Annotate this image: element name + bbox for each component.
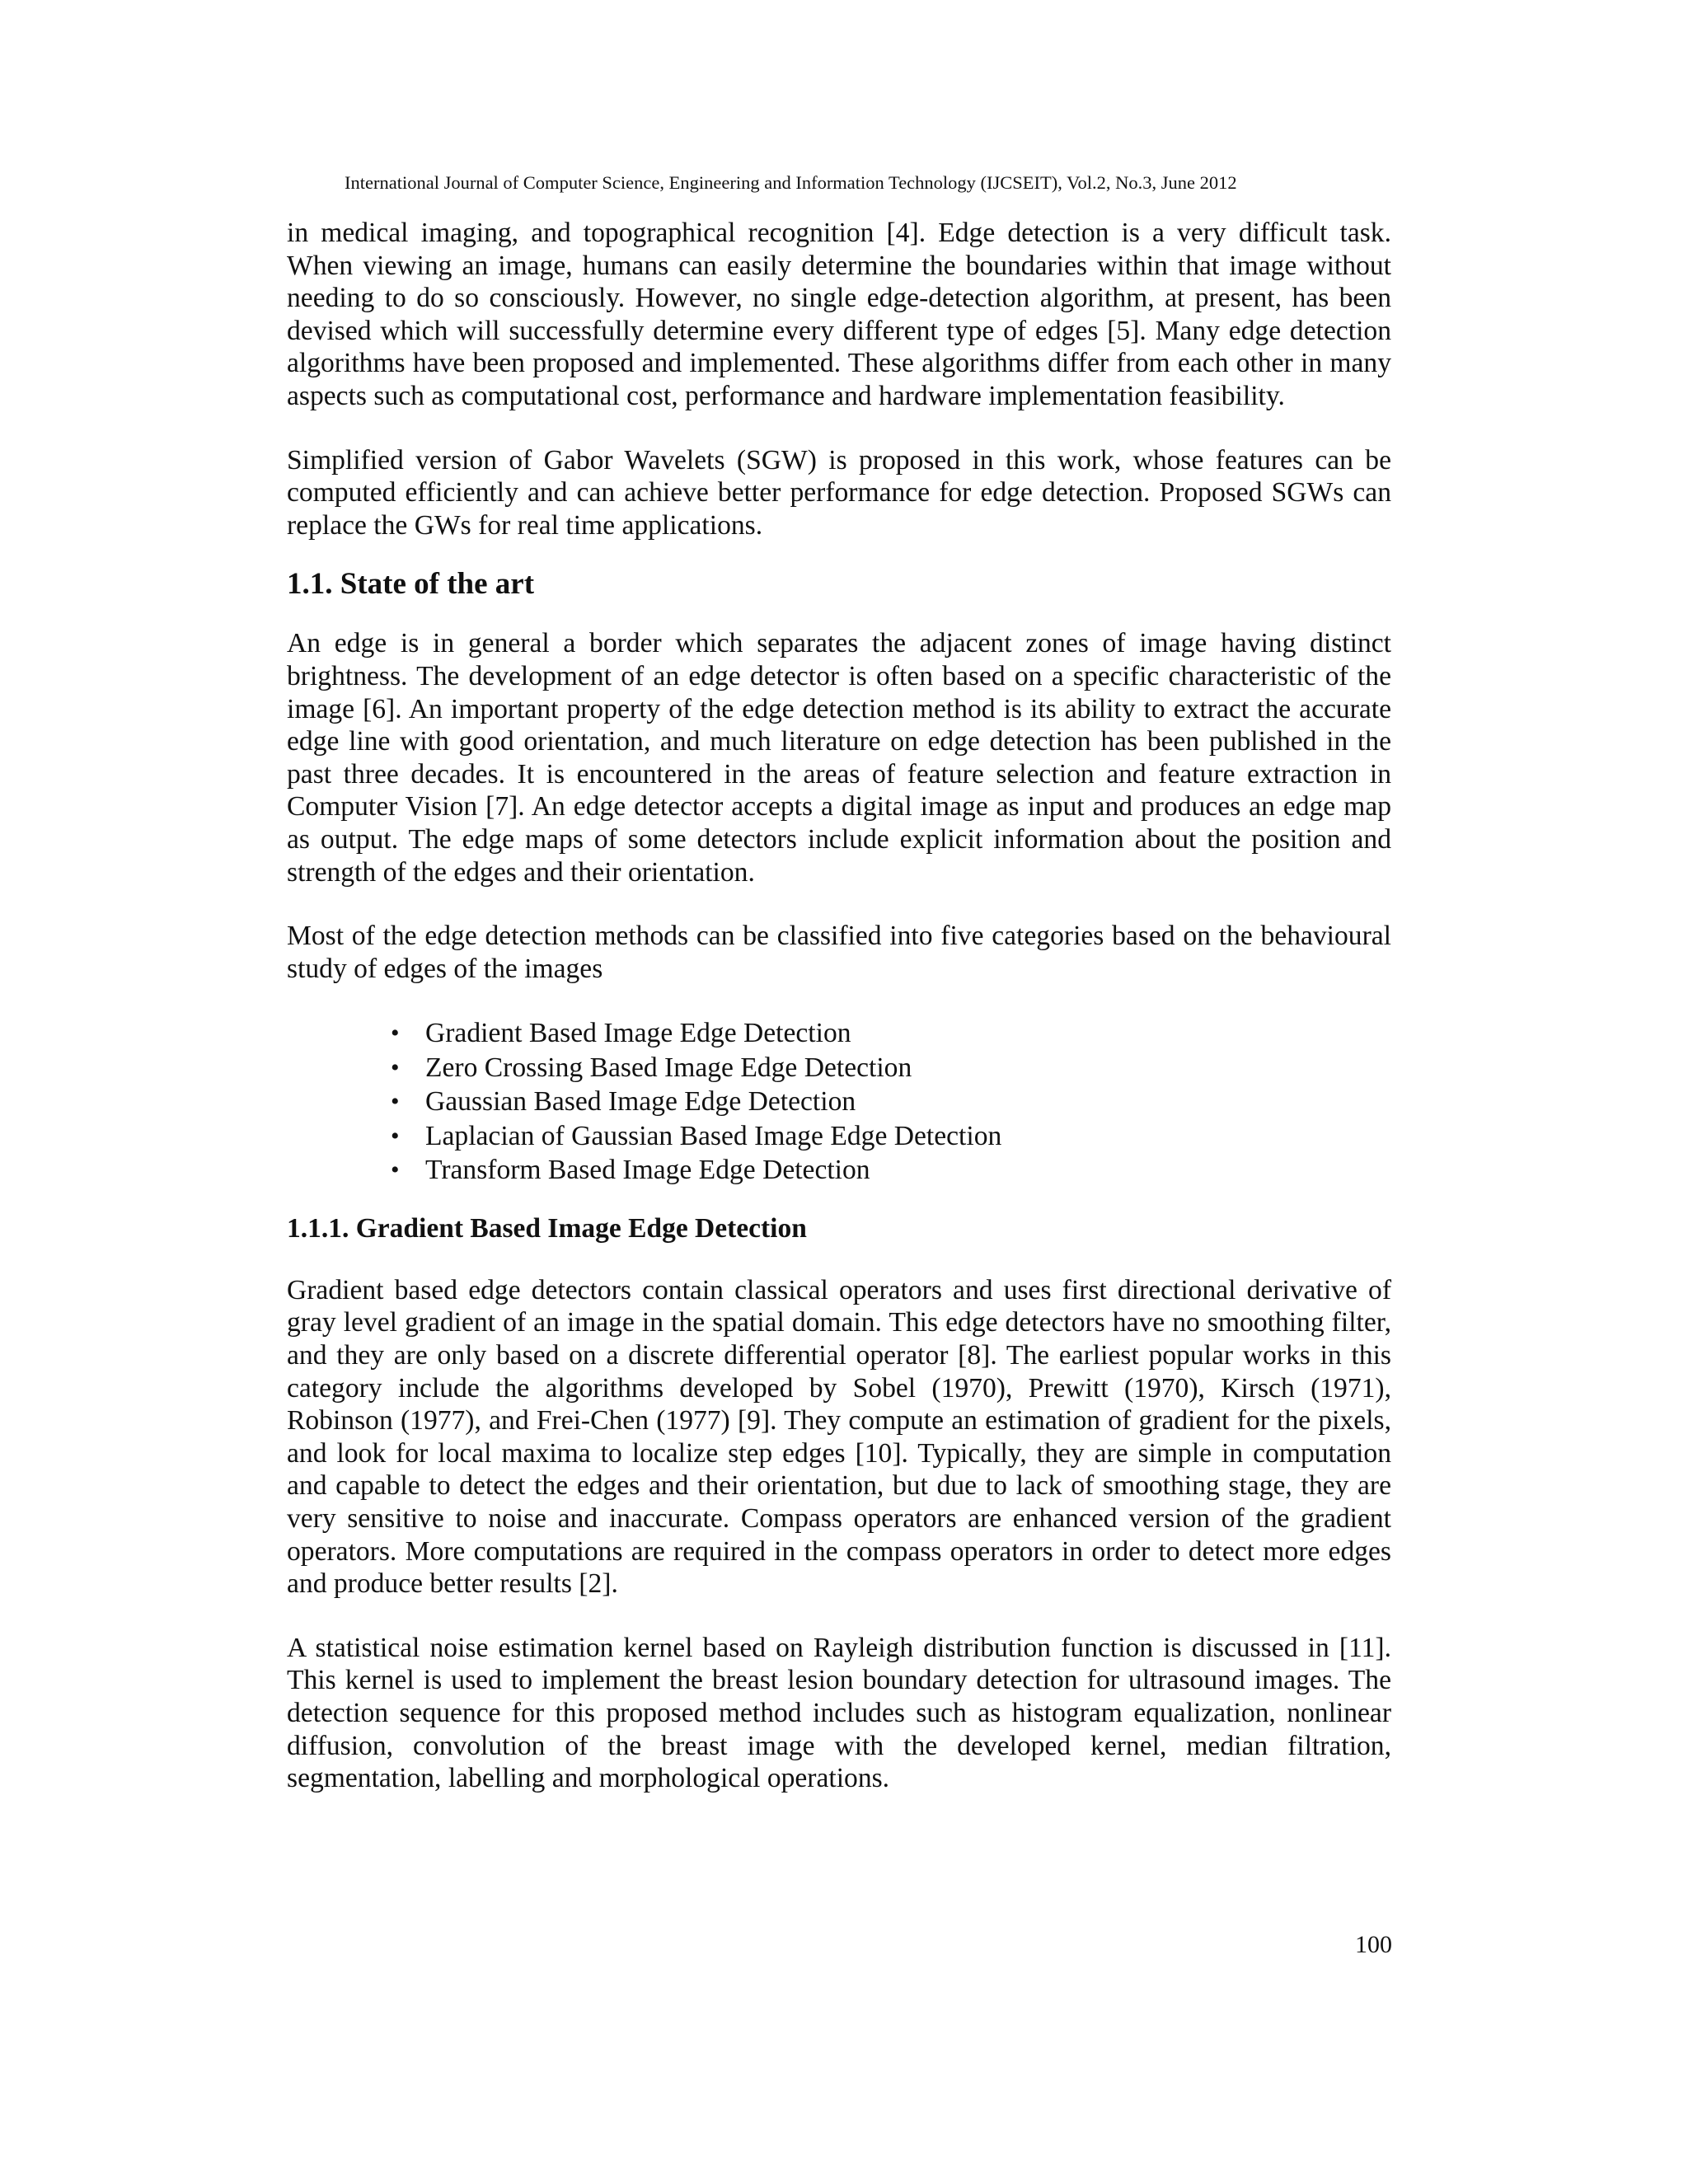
list-item-text: Transform Based Image Edge Detection	[425, 1155, 870, 1186]
body-paragraph-6: A statistical noise estimation kernel based on Rayleigh distribution function is discussed in [11]. This kernel is used to implement the breast lesion boundary detection for ultrasound images. The detection sequence for this proposed method includes such as histogram equalization, nonlinear diffusion, convolution of the breast image with the developed kernel, median filtration, segmentation, labelling and morphological operations.	[287, 1632, 1391, 1794]
bullet-icon: •	[391, 1156, 400, 1184]
page-number: 100	[1355, 1931, 1392, 1958]
section-heading: 1.1. State of the art	[287, 567, 535, 602]
list-item	[287, 1119, 1391, 1154]
body-paragraph-2: Simplified version of Gabor Wavelets (SGW) is proposed in this work, whose features can be computed efficiently and can achieve better performance for edge detection. Proposed SGWs can replace the GWs for real time applications.	[287, 444, 1391, 541]
bullet-icon: •	[391, 1053, 400, 1081]
list-item-text: Gradient Based Image Edge Detection	[425, 1018, 851, 1049]
running-header: International Journal of Computer Science, Engineering and Information Technology (IJCSEIT), Vol.2, No.3, June 2012	[345, 172, 1237, 193]
body-paragraph-4: Most of the edge detection methods can be classified into five categories based on the behavioural study of edges of the images	[287, 921, 1391, 984]
page-body	[287, 217, 1391, 1795]
list-item	[287, 1085, 1391, 1119]
bullet-icon: •	[391, 1088, 400, 1116]
list-item-text: Laplacian of Gaussian Based Image Edge Detection	[425, 1120, 1002, 1151]
list-item-text: Zero Crossing Based Image Edge Detection	[425, 1052, 912, 1083]
body-paragraph-1: in medical imaging, and topographical recognition [4]. Edge detection is a very difficult task. When viewing an image, humans can easily determine the boundaries within that image without needing to do so consciously. However, no single edge-detection algorithm, at present, has been devised which will successfully determine every different type of edges [5]. Many edge detection algorithms have been proposed and implemented. These algorithms differ from each other in many aspects such as computational cost, performance and hardware implementation feasibility.	[287, 218, 1391, 411]
list-item	[287, 1016, 1391, 1051]
subsection-heading: 1.1.1. Gradient Based Image Edge Detection	[287, 1212, 807, 1244]
list-item	[287, 1153, 1391, 1188]
list-item-text: Gaussian Based Image Edge Detection	[425, 1086, 856, 1118]
category-list	[287, 1016, 1391, 1188]
bullet-icon: •	[391, 1122, 400, 1150]
list-item	[287, 1051, 1391, 1085]
body-paragraph-3: An edge is in general a border which separates the adjacent zones of image having distinct brightness. The development of an edge detector is often based on a specific characteristic of the image [6]. An important property of the edge detection method is its ability to extract the accurate edge line with good orientation, and much literature on edge detection has been published in the past three decades. It is encountered in the areas of feature selection and feature extraction in Computer Vision [7]. An edge detector accepts a digital image as input and produces an edge map as output. The edge maps of some detectors include explicit information about the position and strength of the edges and their orientation.	[287, 628, 1391, 888]
body-paragraph-5: Gradient based edge detectors contain classical operators and uses first directional derivative of gray level gradient of an image in the spatial domain. This edge detectors have no smoothing filter, and they are only based on a discrete differential operator [8]. The earliest popular works in this category include the algorithms developed by Sobel (1970), Prewitt (1970), Kirsch (1971), Robinson (1977), and Frei-Chen (1977) [9]. They compute an estimation of gradient for the pixels, and look for local maxima to localize step edges [10]. Typically, they are simple in computation and capable to detect the edges and their orientation, but due to lack of smoothing stage, they are very sensitive to noise and inaccurate. Compass operators are enhanced version of the gradient operators. More computations are required in the compass operators in order to detect more edges and produce better results [2].	[287, 1274, 1391, 1600]
bullet-icon: •	[391, 1019, 400, 1047]
